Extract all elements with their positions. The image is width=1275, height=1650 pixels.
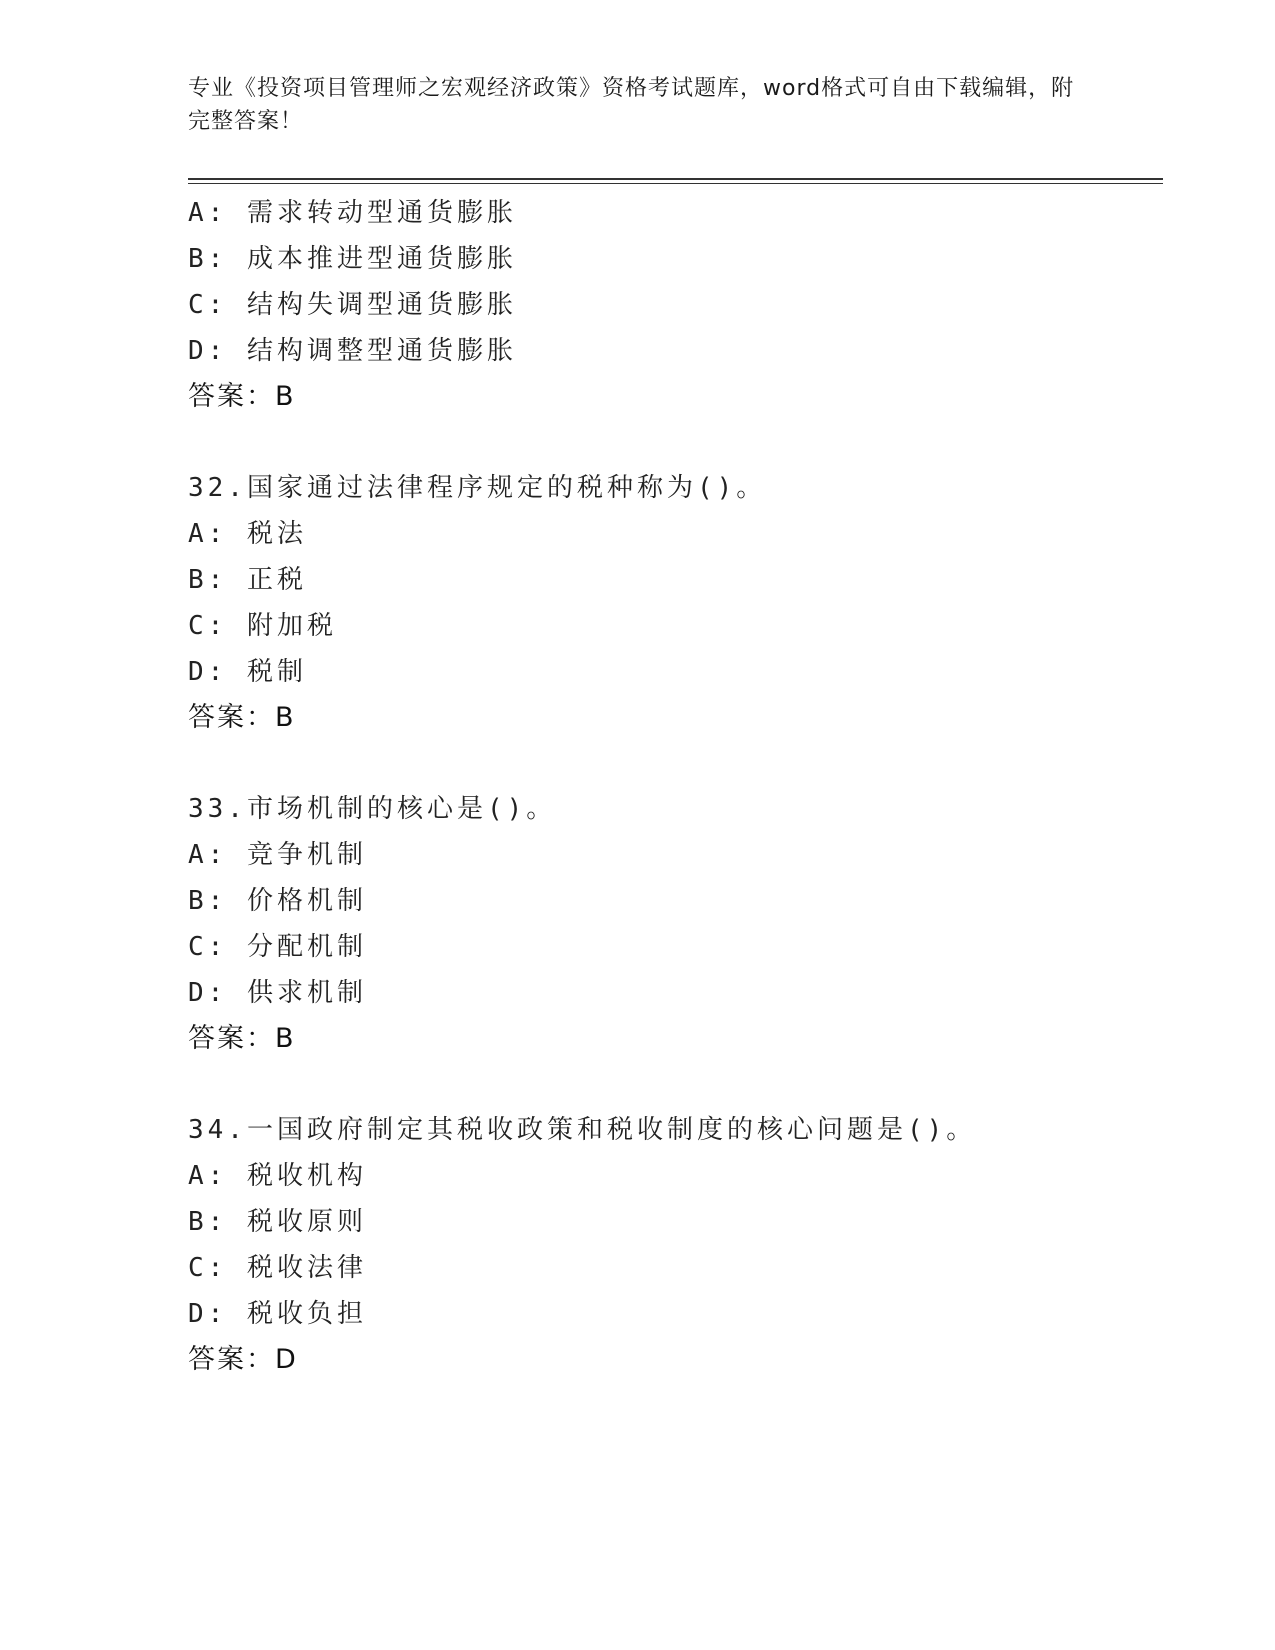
option-b: B: 成本推进型通货膨胀 (188, 244, 517, 274)
spacer (188, 420, 1163, 465)
option-a: A: 税收机构 (188, 1161, 367, 1191)
question-text: 33.市场机制的核心是()。 (188, 794, 557, 824)
option-c: C: 结构失调型通货膨胀 (188, 290, 517, 320)
option-b: B: 税收原则 (188, 1207, 367, 1237)
option-a: A: 需求转动型通货膨胀 (188, 198, 517, 228)
option-d: D: 税制 (188, 657, 307, 687)
answer-line: 答案：B (188, 1023, 296, 1054)
question-list (188, 190, 1163, 1383)
question-text: 34.一国政府制定其税收政策和税收制度的核心问题是()。 (188, 1115, 977, 1145)
question-32 (188, 465, 1163, 741)
option-c: C: 税收法律 (188, 1253, 367, 1283)
option-c: C: 附加税 (188, 611, 337, 641)
question-31 (188, 190, 1163, 420)
header-divider-thick (188, 178, 1163, 180)
header-divider-thin (188, 183, 1163, 184)
spacer (188, 741, 1163, 786)
option-a: A: 竞争机制 (188, 840, 367, 870)
option-c: C: 分配机制 (188, 932, 367, 962)
question-34 (188, 1107, 1163, 1383)
document-header: 专业《投资项目管理师之宏观经济政策》资格考试题库，word格式可自由下载编辑，附完整答案！ (188, 76, 1075, 134)
option-d: D: 供求机制 (188, 978, 367, 1008)
option-a: A: 税法 (188, 519, 307, 549)
option-b: B: 价格机制 (188, 886, 367, 916)
answer-line: 答案：B (188, 702, 296, 733)
answer-line: 答案：D (188, 1344, 298, 1375)
option-b: B: 正税 (188, 565, 307, 595)
option-d: D: 税收负担 (188, 1299, 367, 1329)
question-text: 32.国家通过法律程序规定的税种称为()。 (188, 473, 767, 503)
spacer (188, 1062, 1163, 1107)
option-d: D: 结构调整型通货膨胀 (188, 336, 517, 366)
answer-line: 答案：B (188, 381, 296, 412)
question-33 (188, 786, 1163, 1062)
